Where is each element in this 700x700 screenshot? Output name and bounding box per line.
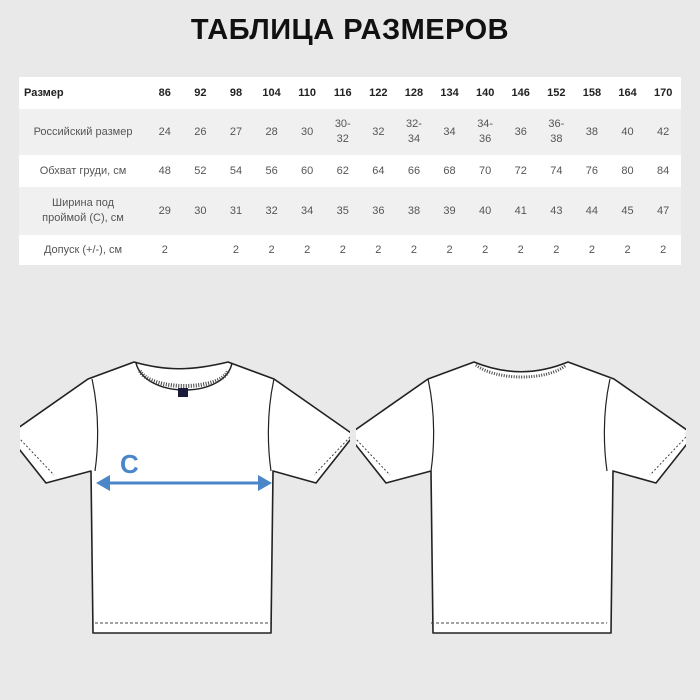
table-cell: 34 [443, 125, 456, 138]
table-cell: 2 [339, 243, 346, 256]
header-size-cell: 164 [618, 86, 637, 99]
table-cell: 43 [550, 204, 563, 217]
header-label-cell: Размер [24, 86, 64, 99]
table-cell: 30- 32 [334, 118, 351, 145]
header-size-cell: 158 [582, 86, 602, 99]
table-cell: 72 [514, 164, 527, 177]
table-cell: 66 [407, 164, 421, 177]
table-cell: 2 [624, 243, 631, 256]
table-cell [183, 235, 219, 265]
table-header-row [19, 77, 681, 109]
table-cell: 2 [482, 243, 489, 256]
header-size-cell: 170 [653, 86, 673, 99]
table-cell: 2 [161, 243, 168, 256]
table-cell: 64 [372, 164, 385, 177]
table-cell: 76 [585, 164, 599, 177]
tshirt-front-illustration [20, 355, 350, 640]
table-cell: 30 [301, 125, 314, 138]
table-cell: 41 [514, 204, 527, 217]
table-cell: 60 [301, 164, 314, 177]
table-row [19, 235, 681, 265]
table-cell: 39 [443, 204, 456, 217]
table-cell: 74 [550, 164, 563, 177]
table-cell: 2 [517, 243, 524, 256]
table-cell: 38 [585, 125, 599, 138]
table-cell: 36- 38 [548, 118, 565, 145]
header-size-cell: 152 [547, 86, 566, 99]
table-cell: 68 [443, 164, 456, 177]
table-cell: 32- 34 [406, 118, 422, 145]
header-size-cell: 146 [511, 86, 530, 99]
table-cell: 2 [446, 243, 453, 256]
table-cell: 48 [158, 164, 171, 177]
table-cell: 34- 36 [477, 118, 494, 145]
table-cell: 26 [194, 125, 207, 138]
table-cell: 45 [621, 204, 634, 217]
row-label-cell: Допуск (+/-), см [43, 243, 123, 256]
table-cell: 2 [588, 243, 595, 256]
header-size-cell: 104 [262, 86, 281, 99]
header-size-cell: 122 [369, 86, 388, 99]
table-cell: 40 [479, 204, 492, 217]
table-cell: 84 [657, 164, 670, 177]
header-size-cell: 140 [475, 86, 495, 99]
header-size-cell: 92 [194, 86, 207, 99]
table-cell: 36 [372, 204, 385, 217]
table-cell: 36 [514, 125, 527, 138]
table-cell: 2 [660, 243, 667, 256]
header-size-cell: 98 [229, 86, 243, 99]
table-cell: 52 [194, 164, 207, 177]
table-cell: 34 [301, 204, 314, 217]
table-cell: 2 [268, 243, 275, 256]
table-cell: 47 [657, 204, 670, 217]
row-label-cell: Российский размер [33, 125, 133, 138]
table-cell: 2 [232, 243, 240, 256]
page-title: ТАБЛИЦА РАЗМЕРОВ [190, 14, 510, 46]
header-size-cell: 128 [404, 86, 424, 99]
table-cell: 2 [304, 243, 311, 256]
table-cell: 32 [265, 204, 278, 217]
table-cell: 31 [229, 204, 243, 217]
table-cell: 54 [229, 164, 243, 177]
table-row [19, 187, 681, 235]
row-label-cell: Ширина под проймой (С), см [42, 197, 124, 224]
table-row [19, 155, 681, 187]
header-size-cell: 134 [440, 86, 459, 99]
chest-width-label: С [120, 449, 139, 479]
table-cell: 40 [621, 125, 634, 138]
table-cell: 32 [372, 125, 385, 138]
row-label-cell: Обхват груди, см [39, 164, 127, 177]
table-cell: 42 [657, 125, 670, 138]
table-cell: 2 [553, 243, 560, 256]
table-cell: 28 [265, 125, 278, 138]
table-cell: 70 [479, 164, 492, 177]
table-cell: 2 [375, 243, 382, 256]
header-size-cell: 86 [158, 86, 171, 99]
table-cell: 56 [265, 164, 278, 177]
table-cell: 62 [336, 164, 349, 177]
table-cell: 38 [407, 204, 421, 217]
table-cell: 35 [336, 204, 349, 217]
table-row [19, 109, 681, 155]
header-size-cell: 116 [333, 86, 352, 99]
table-cell: 44 [585, 204, 599, 217]
table-cell: 29 [158, 204, 171, 217]
table-cell: 27 [229, 125, 243, 138]
table-cell: 30 [194, 204, 207, 217]
table-cell: 24 [158, 125, 171, 138]
table-cell: 80 [621, 164, 634, 177]
size-table [19, 77, 681, 265]
header-size-cell: 110 [298, 86, 317, 99]
table-cell: 2 [410, 243, 418, 256]
tshirt-back-illustration [356, 355, 686, 640]
